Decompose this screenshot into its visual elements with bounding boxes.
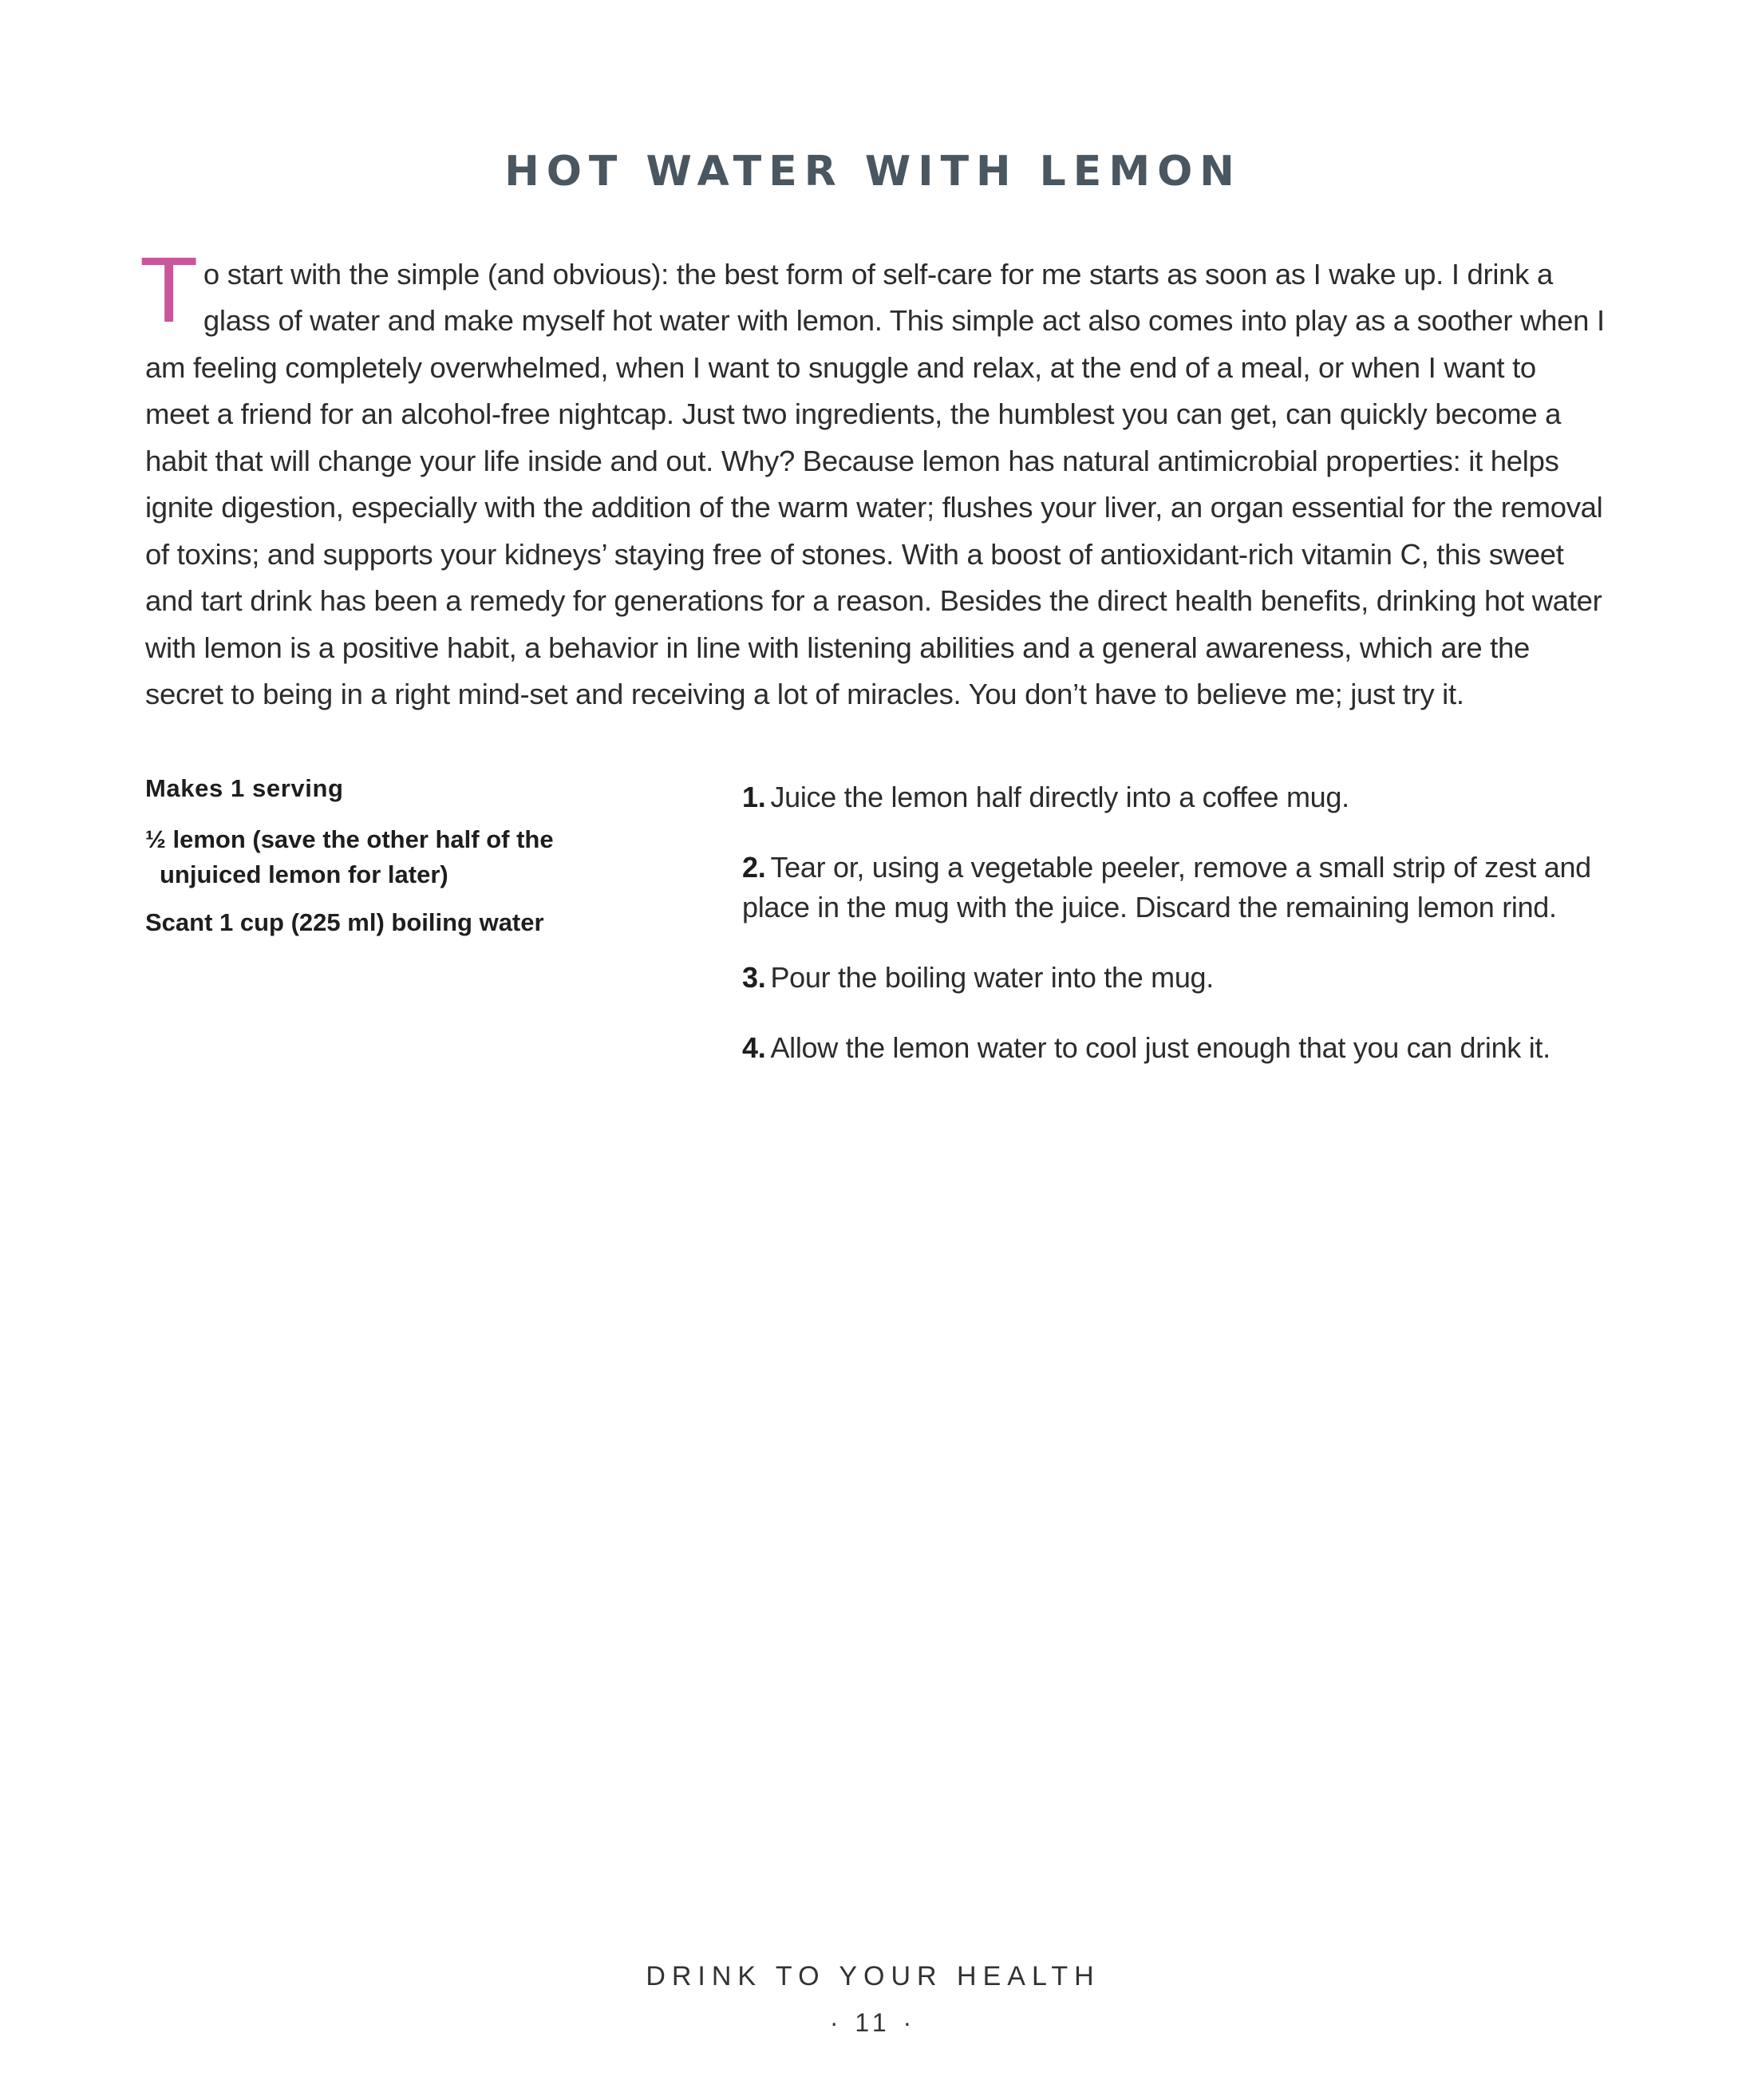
- step-item: [742, 958, 1612, 998]
- step-item: [742, 777, 1612, 817]
- intro-text: o start with the simple (and obvious): the best form of self-care for me starts as soon as I wake up. I drink a glass of water and make myself hot water with lemon. This simple act also comes into play as a soother when I am feeling completely overwhelmed, when I want to snuggle and relax, at the end of a meal, or when I want to meet a friend for an alcohol-free nightcap. Just two ingredients, the humblest you can get, can quickly become a habit that will change your life inside and out. Why? Because lemon has natural antimicrobial properties: it helps ignite digestion, especially with the addition of the warm water; flushes your liver, an organ essential for the removal of toxins; and supports your kidneys’ staying free of stones. With a boost of antioxidant-rich vitamin C, this sweet and tart drink has been a remedy for generations for a reason. Besides the direct health benefits, drinking hot water with lemon is a positive habit, a behavior in line with listening abilities and a general awareness, which are the secret to being in a right mind-set and receiving a lot of miracles. You don’t have to believe me; just try it.: [145, 257, 1605, 710]
- steps-column: [742, 777, 1612, 1098]
- ingredient-item: ½ lemon (save the other half of the unjuiced lemon for later): [145, 825, 554, 888]
- step-number: 1.: [742, 781, 766, 813]
- step-text: Juice the lemon half directly into a coffee mug.: [770, 781, 1349, 813]
- step-item: [742, 1028, 1612, 1068]
- step-text: Allow the lemon water to cool just enough that you can drink it.: [770, 1031, 1550, 1064]
- step-text: Tear or, using a vegetable peeler, remove a small strip of zest and place in the mug with the juice. Discard the remaining lemon rind.: [742, 851, 1591, 923]
- ingredients-column: [145, 774, 592, 953]
- yield-label: Makes 1 serving: [145, 774, 344, 802]
- drop-cap: T: [142, 239, 196, 342]
- step-text: Pour the boiling water into the mug.: [770, 961, 1214, 994]
- running-footer-title: DRINK TO YOUR HEALTH: [646, 1961, 1100, 1991]
- step-item: [742, 848, 1612, 927]
- step-number: 3.: [742, 961, 766, 994]
- step-number: 4.: [742, 1031, 766, 1064]
- ingredient-item: Scant 1 cup (225 ml) boiling water: [145, 908, 544, 936]
- page-number: · 11 ·: [829, 2008, 917, 2037]
- step-number: 2.: [742, 851, 766, 884]
- recipe-title: HOT WATER WITH LEMON: [504, 147, 1242, 196]
- intro-paragraph: [142, 239, 1606, 718]
